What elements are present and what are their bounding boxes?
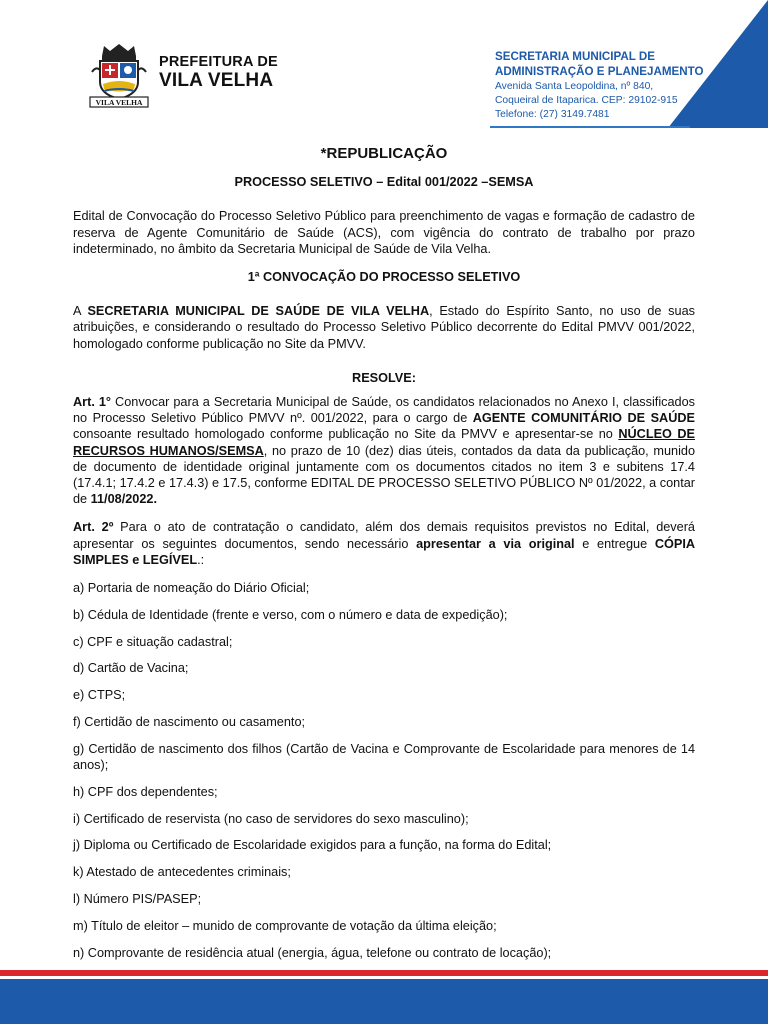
list-item: l) Número PIS/PASEP; [73, 892, 202, 907]
resolve-heading: RESOLVE: [352, 370, 416, 385]
article-1 [73, 394, 695, 507]
art1-text-c: , no prazo de 10 (dez) dias úteis, contados da data da publicação, munido de documento de identidade original juntamente com os documentos citados no item 3 e subitens 17.4 (17.4.1; 17.4.2 e 17.4.3) e 17.5, conforme EDITAL DE PROCESSO SELETIVO PÚBLICO Nº 01/2022, a contar de [73, 443, 695, 507]
secretaria-title-line1: SECRETARIA MUNICIPAL DE [495, 50, 655, 63]
art2-label: Art. 2º [73, 520, 114, 535]
list-item: d) Cartão de Vacina; [73, 661, 189, 676]
header-divider [490, 126, 690, 128]
phone-line: Telefone: (27) 3149.7481 [495, 109, 610, 120]
prefeitura-title-line2: VILA VELHA [159, 70, 274, 91]
footer-red-stripe [0, 970, 768, 976]
art1-cargo: AGENTE COMUNITÁRIO DE SAÚDE [472, 411, 695, 426]
address-line2: Coqueiral de Itaparica. CEP: 29102-915 [495, 95, 678, 106]
document-body [73, 146, 695, 971]
prefeitura-title-line1: PREFEITURA DE [159, 54, 278, 70]
list-item: c) CPF e situação cadastral; [73, 634, 233, 649]
processo-heading: PROCESSO SELETIVO – Edital 001/2022 –SEMSA [234, 175, 534, 190]
crest-banner-text: VILA VELHA [95, 98, 143, 107]
secretaria-header [495, 49, 704, 122]
list-item: g) Certidão de nascimento dos filhos (Cartão de Vacina e Comprovante de Escolaridade para menores de 14 anos); [73, 741, 695, 773]
art2-text-a: Para o ato de contratação o candidato, além dos demais requisitos previstos no Edital, deverá apresentar os seguintes documentos, sendo necessário [73, 520, 695, 551]
documents-list [73, 580, 695, 961]
art2-text-c: .: [197, 552, 205, 567]
republicacao-heading: *REPUBLICAÇÃO [320, 145, 448, 162]
list-item: h) CPF dos dependentes; [73, 784, 218, 799]
art2-via-original: apresentar a via original [416, 536, 575, 551]
convocacao-heading: 1ª CONVOCAÇÃO DO PROCESSO SELETIVO [247, 270, 521, 285]
footer-blue-band [0, 979, 768, 1024]
art2-text-b: e entregue [574, 536, 655, 551]
list-item: n) Comprovante de residência atual (energia, água, telefone ou contrato de locação); [73, 945, 552, 960]
prefeitura-logo [88, 40, 288, 110]
list-item: m) Título de eleitor – munido de comprovante de votação da última eleição; [73, 918, 497, 933]
art2-copia: CÓPIA SIMPLES e LEGÍVEL [73, 536, 696, 567]
list-item: i) Certificado de reservista (no caso de servidores do sexo masculino); [73, 811, 469, 826]
article-2 [73, 519, 695, 568]
list-item: b) Cédula de Identidade (frente e verso, com o número e data de expedição); [73, 607, 508, 622]
city-crest-icon [88, 42, 150, 108]
list-item: a) Portaria de nomeação do Diário Oficial; [73, 581, 310, 596]
list-item: j) Diploma ou Certificado de Escolaridade exigidos para a função, na forma do Edital; [73, 838, 552, 853]
p2-rest: , Estado do Espírito Santo, no uso de suas atribuições, e considerando o resultado do Processo Seletivo Público decorrente do Edital PMVV 001/2022, homologado conforme publicação no Site da PMVV. [73, 304, 695, 351]
intro-paragraph: Edital de Convocação do Processo Seletivo Público para preenchimento de vagas e formação de cadastro de reserva de Agente Comunitário de Saúde (ACS), com vigência do contrato de trabalho por prazo indeterminado, no âmbito da Secretaria Municipal de Saúde de Vila Velha. [73, 209, 695, 256]
p2-secretaria-name: SECRETARIA MUNICIPAL DE SAÚDE DE VILA VELHA [87, 304, 430, 319]
art1-nucleo: NÚCLEO DE RECURSOS HUMANOS/SEMSA [73, 427, 695, 458]
list-item: e) CTPS; [73, 688, 126, 703]
art1-text-a: Convocar para a Secretaria Municipal de Saúde, os candidatos relacionados no Anexo I, classificados no Processo Seletivo Público PMVV nº. 001/2022, para o cargo de [73, 395, 695, 426]
list-item: k) Atestado de antecedentes criminais; [73, 865, 291, 880]
list-item: f) Certidão de nascimento ou casamento; [73, 715, 306, 730]
p2-prefix: A [73, 304, 88, 319]
secretaria-title-line2: ADMINISTRAÇÃO E PLANEJAMENTO [495, 65, 704, 78]
art1-text-b: consoante resultado homologado conforme publicação no Site da PMVV e apresentar-se no [73, 427, 619, 442]
address-line1: Avenida Santa Leopoldina, nº 840, [495, 81, 654, 92]
art1-date: 11/08/2022. [90, 492, 157, 507]
art1-label: Art. 1° [73, 395, 112, 410]
secretaria-paragraph [73, 303, 695, 352]
